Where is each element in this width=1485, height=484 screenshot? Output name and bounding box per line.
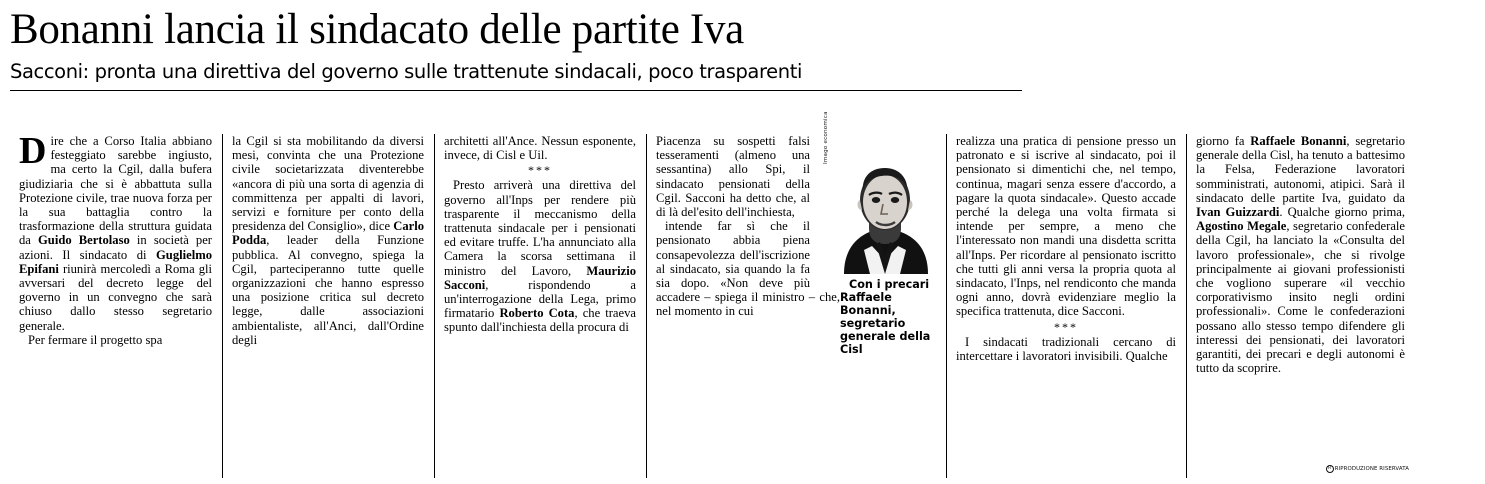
person-name: Ivan Guizzardi [1196, 205, 1280, 220]
column-5 [946, 134, 1186, 478]
paragraph-text: , segretario confederale della Cgil, ha lanciato la «Consulta del lavoro professionale», che si rivolge principalmente ai giovani professionisti che vogliono superare «il vecchio corporativismo insito negli ordini professionali». Come le confederazioni possano allo stesso tempo difendere gli interessi dei pensionati, dei lavoratori garantiti, dei precari e degli autonomi è tutto da scoprire. [1196, 219, 1406, 376]
paragraph-text: la Cgil si sta mobilitando da diversi mesi, convinta che una Protezione civile societarizzata diventerebbe «ancora di più una sorta di agenzia di committenza per appalti di lavori, servizi e forniture per conto della presidenza del Consiglio», dice [232, 134, 424, 234]
paragraph-text: . Qualche giorno prima, [1279, 205, 1405, 220]
portrait-illustration [836, 156, 934, 274]
person-name: Guglielmo Epifani [19, 247, 212, 276]
photo-raffaele-bonanni [836, 156, 934, 274]
paragraph: Per fermare il progetto spa [28, 332, 163, 347]
subheadline-rest: pronta una direttiva del governo sulle trattenute sindacali, poco trasparenti [88, 60, 802, 83]
paragraph-text: in società per azioni. Il sindacato di [19, 233, 212, 262]
page-title: Bonanni lancia il sindacato delle partite Iva [10, 6, 744, 53]
person-name: Roberto Cota [499, 306, 575, 321]
paragraph [444, 178, 636, 334]
person-name: Guido Bertolaso [38, 233, 130, 248]
paragraph-text: , che traeva spunto dall'inchiesta della procura di [444, 306, 637, 335]
column-1 [10, 130, 222, 478]
paragraph-text: giorno fa [1196, 134, 1251, 148]
person-name: Maurizio Sacconi [444, 263, 636, 292]
photo-block [818, 111, 936, 274]
headline-divider [10, 90, 1022, 91]
photo-credit: Imago economica [823, 111, 829, 164]
paragraph: architetti all'Ance. Nessun esponente, invece, di Cisl e Uil. [444, 134, 636, 163]
copyright-text: RIPRODUZIONE RISERVATA [1334, 465, 1409, 472]
person-name: Raffaele Bonanni [1250, 134, 1347, 148]
column-3 [434, 134, 646, 478]
paragraph-text: ire che a Corso Italia abbiano festeggiato sarebbe ingiusto, ma certo la Cgil, dalla bufera giudiziaria che si è abbattuta sulla Protezione civile, trae nuova forza per la sua battaglia contro la trasformazione della struttura guidata da [19, 134, 212, 248]
paragraph: realizza una pratica di pensione presso un patronato e si iscrive al sindacato, poi il pensionato si dimentichi che, nel tempo, continua, magari senza essere d'accordo, a pagare la quota sindacale». Questo accade perché la delega una volta firmata si intende per sempre, a meno che l'interessato non mandi una disdetta scritta all'Inps. Per ricordare al pensionato iscritto che tutti gli anni versa la propria quota al sindacato, l'Inps, nel rendiconto che manda ogni anno, dovrà evidenziare meglio la specifica trattenuta, dice Sacconi. [956, 134, 1176, 319]
section-separator: *** [1054, 319, 1078, 334]
column-4 [646, 111, 946, 478]
subheadline-lead: Sacconi: [10, 60, 89, 83]
paragraph-text: , rispondendo a un'interrogazione della Lega, primo firmatario [444, 277, 636, 321]
paragraph-text: , leader della Funzione pubblica. Al convegno, spiega la Cgil, parteciperanno tutte quelle organizzazioni che hanno espresso una posizione critica sul decreto legge, dalle associazioni ambientaliste, all'Anci, dall'Ordine degli [232, 233, 424, 347]
person-name: Agostino Megale [1196, 219, 1287, 234]
paragraph [19, 130, 212, 333]
copyright-icon: R [1326, 465, 1334, 473]
column-2 [222, 134, 434, 478]
paragraph: I sindacati tradizionali cercano di intercettare i lavoratori invisibili. Qualche [956, 334, 1176, 363]
headline-zone [10, 6, 1022, 91]
photo-caption: Con i precari Raffaele Bonanni, segretario generale della Cisl [840, 278, 931, 356]
column-6 [1186, 134, 1415, 478]
paragraph: intende far sì che il pensionato abbia piena consapevolezza dell'iscrizione al sindacato, sia quando la fa sia dopo. «Non deve più accadere – spiega il ministro – che, nel momento in cui [656, 219, 840, 319]
paragraph [1196, 134, 1405, 375]
paragraph-text: Presto arriverà una direttiva del governo all'Inps per rendere più trasparente il meccanismo della trattenuta sindacale per i pensionati ed evitare truffe. L'ha annunciato alla Camera la scorsa settimana il ministro del Lavoro, [444, 178, 636, 278]
subheadline [10, 60, 1022, 84]
paragraph-text: riunirà mercoledì a Roma gli avversari del decreto legge del governo in un convegno che sarà chiuso dallo stesso segretario generale. [19, 261, 212, 333]
paragraph: Piacenza su sospetti falsi tesseramenti (almeno una sessantina) allo Spi, il sindacato pensionati della Cgil. Sacconi ha detto che, al di là del'esito dell'inchiesta, [656, 134, 810, 220]
section-separator: *** [528, 163, 552, 178]
person-name: Carlo Podda [232, 219, 425, 248]
drop-cap: D [19, 130, 47, 172]
article-columns [10, 111, 1475, 478]
paragraph [232, 134, 424, 347]
copyright-notice [1326, 462, 1409, 476]
paragraph-text: , segretario generale della Cisl, ha tenuto a battesimo la Felsa, Federazione lavoratori somministrati, autonomi, atipici. Sarà il sindacato delle partite Iva, guidato da [1196, 134, 1405, 205]
